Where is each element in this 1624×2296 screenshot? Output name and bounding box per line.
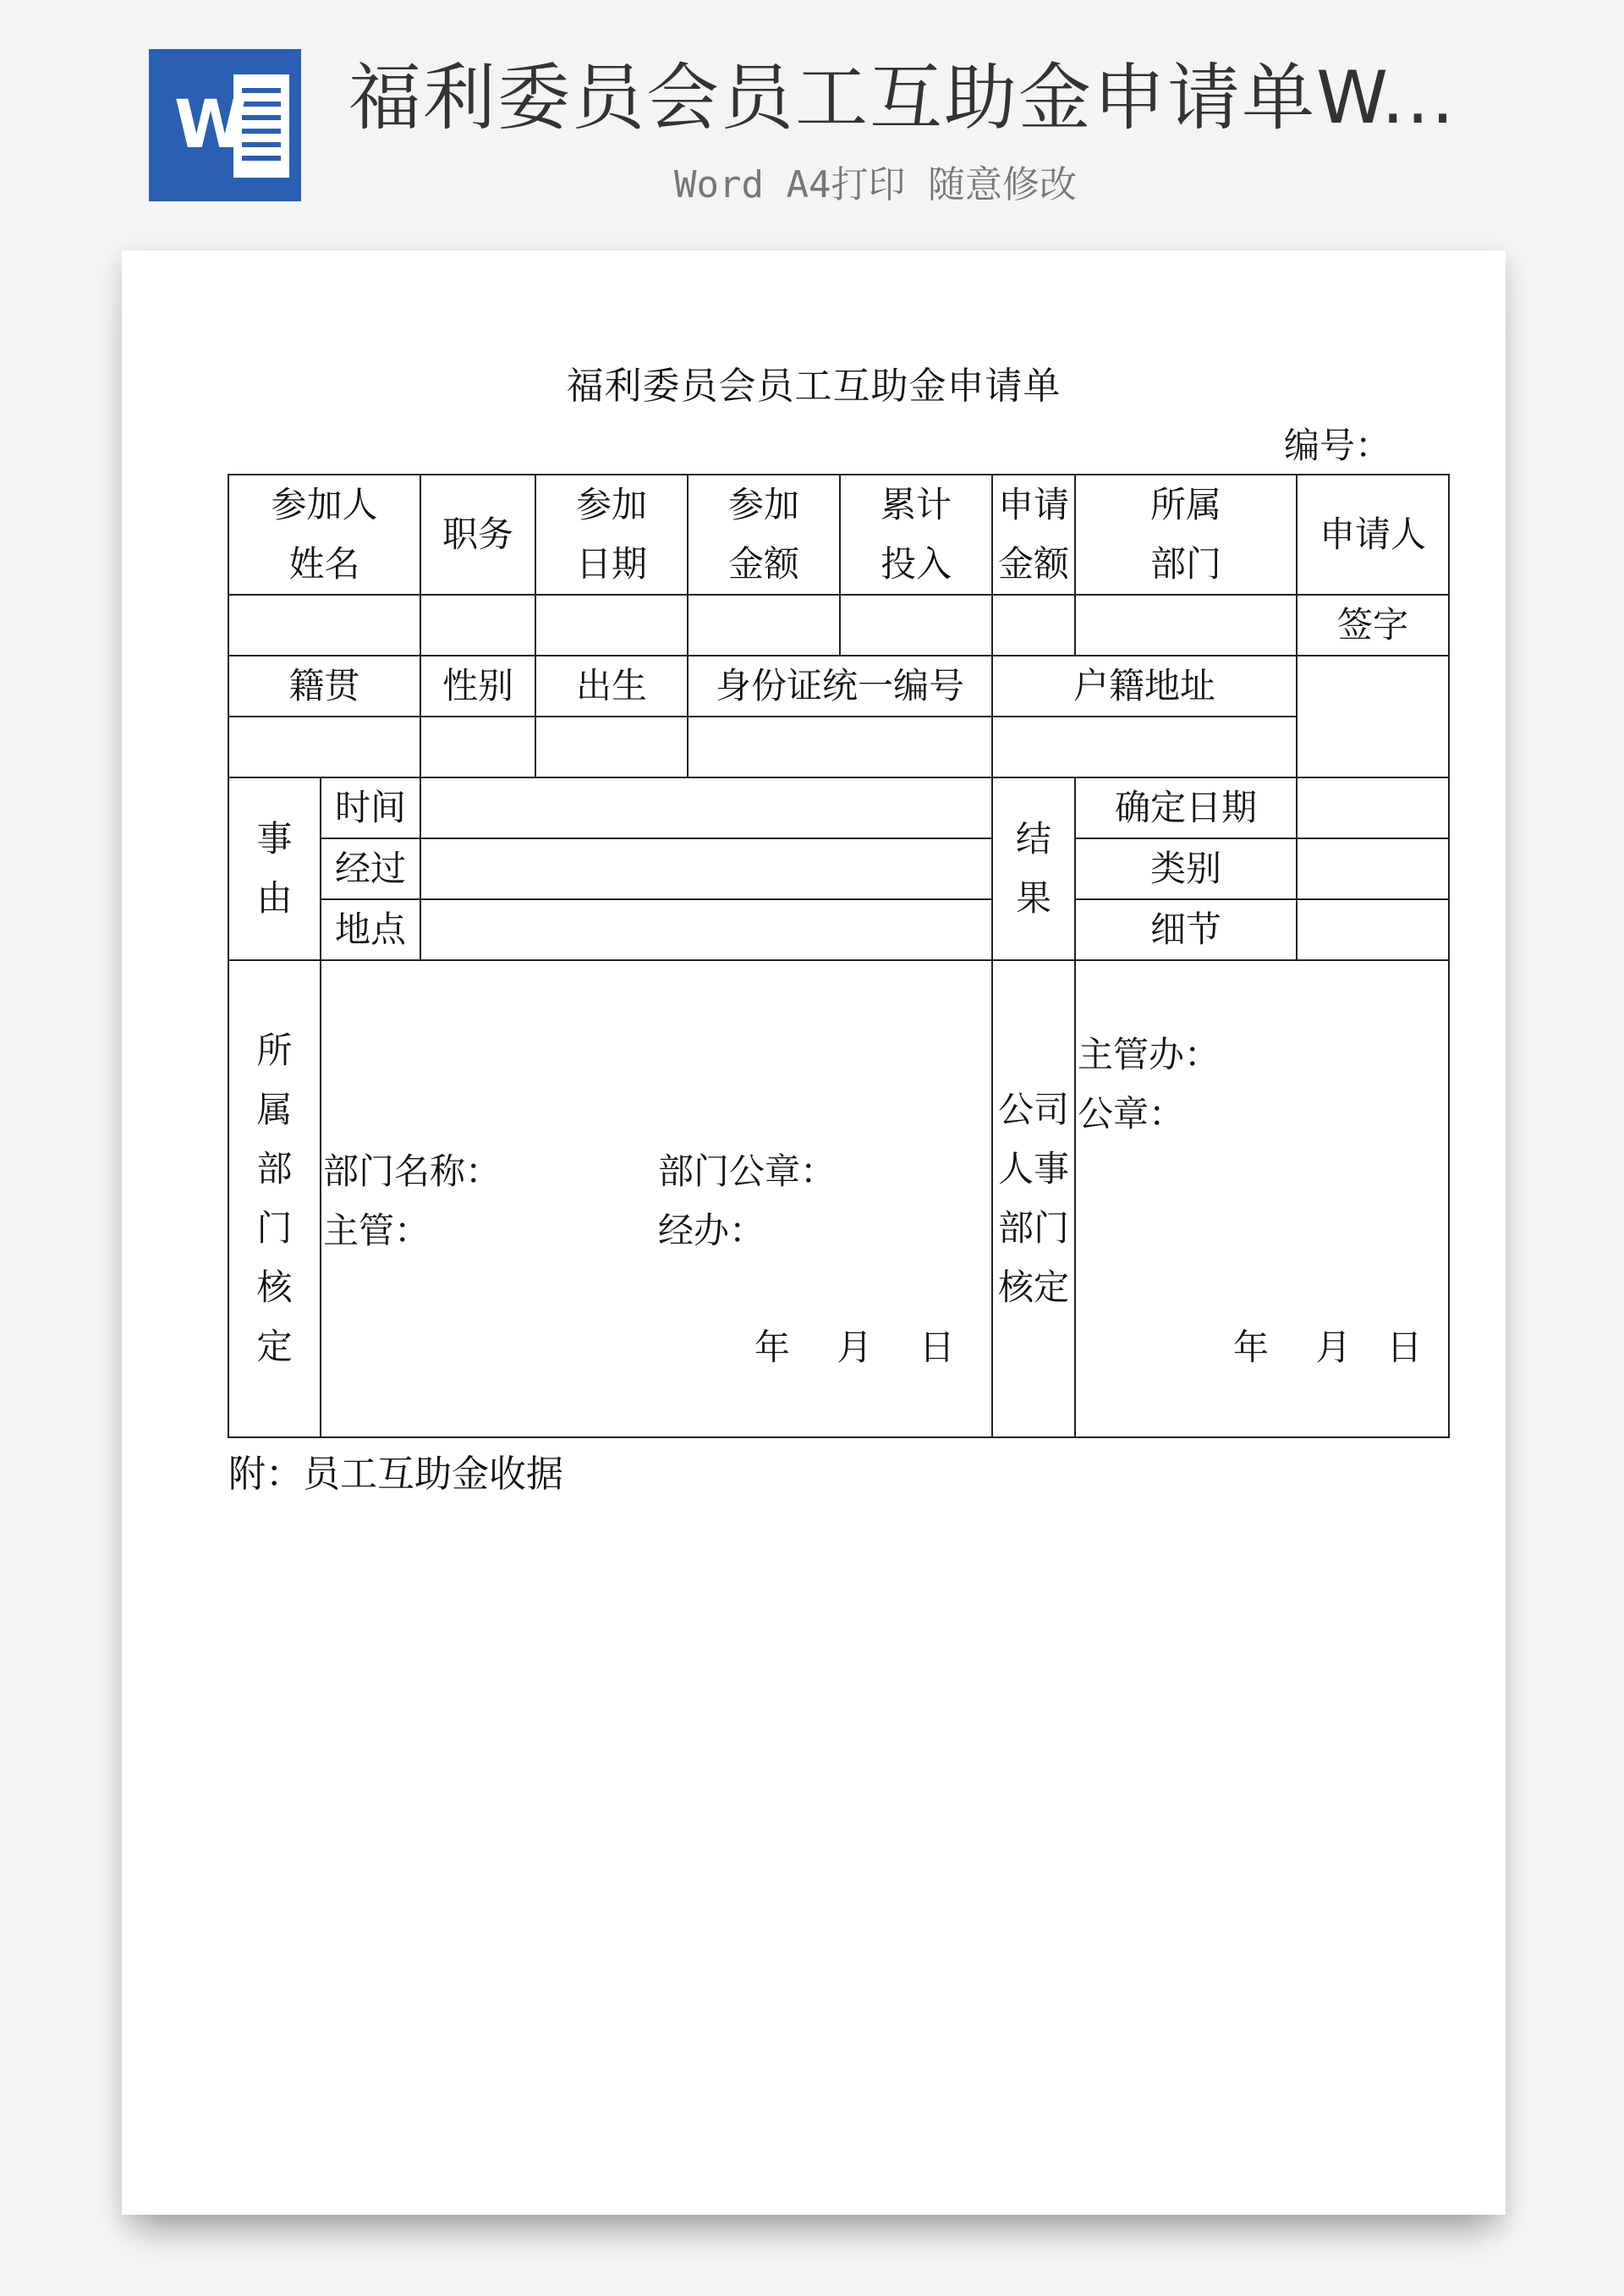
join-amount-header	[688, 475, 840, 595]
file-title: 福利委员会员工互助金申请单W...	[348, 56, 1457, 140]
result-char-2: 果	[1016, 877, 1052, 919]
dept-review-char-4: 门	[256, 1207, 293, 1249]
cumulative-header	[840, 475, 992, 595]
join-date-header	[535, 475, 688, 595]
dept-handler-label: 经办：	[658, 1210, 765, 1251]
participant-name-header	[228, 475, 420, 595]
hr-review-line-4: 核定	[998, 1266, 1070, 1308]
birth-header: 出生	[535, 656, 688, 717]
participant-line-2: 姓名	[288, 543, 360, 585]
dept-review-char-3: 部	[256, 1148, 293, 1189]
category-label: 类别	[1075, 838, 1297, 899]
header-row	[228, 475, 1449, 595]
household-address-header: 户籍地址	[992, 656, 1297, 717]
dept-review-date: 年 月 日	[754, 1327, 955, 1368]
hr-review-date: 年 月 日	[1233, 1327, 1423, 1368]
apply-amount-header	[992, 475, 1075, 595]
gender-header: 性别	[420, 656, 535, 717]
participant-name-cell[interactable]	[228, 595, 420, 656]
id-number-header: 身份证统一编号	[688, 656, 992, 717]
dept-supervisor-label: 主管：	[323, 1210, 431, 1251]
join-date-line-1: 参加	[576, 484, 648, 525]
time-cell[interactable]	[420, 777, 992, 838]
apply-amount-cell[interactable]	[992, 595, 1075, 656]
approval-row	[228, 960, 1449, 1437]
department-line-1: 所属	[1150, 484, 1222, 525]
dept-review-char-6: 定	[256, 1326, 293, 1367]
serial-number-label: 编号：	[1284, 425, 1391, 466]
participant-line-1: 参加人	[271, 484, 378, 525]
dept-review-area[interactable]	[321, 960, 992, 1437]
hr-company-seal-label: 公章：	[1078, 1093, 1185, 1134]
hr-review-line-1: 公司	[998, 1089, 1070, 1130]
reason-char-1: 事	[256, 818, 293, 860]
dept-seal-label: 部门公章：	[658, 1151, 837, 1192]
dept-review-label	[228, 960, 321, 1437]
apply-amount-line-2: 金额	[998, 543, 1070, 585]
sign-label: 签字	[1297, 595, 1449, 656]
applicant-header: 申请人	[1297, 475, 1449, 595]
native-place-cell[interactable]	[228, 717, 420, 777]
join-date-line-2: 日期	[576, 543, 648, 585]
place-cell[interactable]	[420, 899, 992, 960]
native-place-header: 籍贯	[228, 656, 420, 717]
detail-label: 细节	[1075, 899, 1297, 960]
position-cell[interactable]	[420, 595, 535, 656]
reason-row-process	[228, 838, 1449, 899]
id-number-cell[interactable]	[688, 717, 992, 777]
cumulative-cell[interactable]	[840, 595, 992, 656]
cumulative-line-2: 投入	[881, 543, 952, 585]
reason-char-2: 由	[256, 877, 293, 919]
hr-supervisor-handler-label: 主管办：	[1078, 1034, 1221, 1075]
apply-amount-line-1: 申请	[998, 484, 1070, 525]
place-label: 地点	[321, 899, 420, 960]
dept-review-char-2: 属	[256, 1089, 293, 1130]
reason-row-time	[228, 777, 1449, 838]
birth-cell[interactable]	[535, 717, 688, 777]
join-amount-line-2: 金额	[728, 543, 800, 585]
value-row-1	[228, 595, 1449, 656]
dept-review-char-1: 所	[256, 1030, 293, 1071]
household-address-cell[interactable]	[992, 717, 1297, 777]
process-label: 经过	[321, 838, 420, 899]
document-header	[0, 0, 1624, 245]
category-cell[interactable]	[1297, 838, 1449, 899]
detail-cell[interactable]	[1297, 899, 1449, 960]
department-header	[1075, 475, 1297, 595]
file-subtitle: Word A4打印 随意修改	[674, 163, 1077, 206]
hr-review-area[interactable]	[1075, 960, 1449, 1437]
value-row-2	[228, 717, 1449, 777]
confirm-date-cell[interactable]	[1297, 777, 1449, 838]
header-row-2	[228, 656, 1449, 717]
hr-review-line-2: 人事	[998, 1148, 1070, 1189]
gender-cell[interactable]	[420, 717, 535, 777]
reason-row-place	[228, 899, 1449, 960]
department-cell[interactable]	[1075, 595, 1297, 656]
dept-name-label: 部门名称：	[323, 1151, 502, 1192]
result-label	[992, 777, 1075, 960]
dept-review-char-5: 核	[256, 1266, 293, 1308]
attachment-note: 附：员工互助金收据	[228, 1453, 563, 1496]
result-char-1: 结	[1016, 818, 1052, 860]
cumulative-line-1: 累计	[881, 484, 952, 525]
document-page	[122, 250, 1506, 2215]
process-cell[interactable]	[420, 838, 992, 899]
department-line-2: 部门	[1150, 543, 1222, 585]
time-label: 时间	[321, 777, 420, 838]
signature-cell[interactable]	[1297, 656, 1449, 777]
confirm-date-label: 确定日期	[1075, 777, 1297, 838]
form-title: 福利委员会员工互助金申请单	[566, 365, 1062, 408]
word-icon-letter: W	[174, 87, 248, 163]
join-amount-line-1: 参加	[728, 484, 800, 525]
position-header: 职务	[420, 475, 535, 595]
application-form-table	[228, 474, 1450, 1438]
join-amount-cell[interactable]	[688, 595, 840, 656]
reason-label	[228, 777, 321, 960]
hr-review-label	[992, 960, 1075, 1437]
join-date-cell[interactable]	[535, 595, 688, 656]
hr-review-line-3: 部门	[998, 1207, 1070, 1249]
